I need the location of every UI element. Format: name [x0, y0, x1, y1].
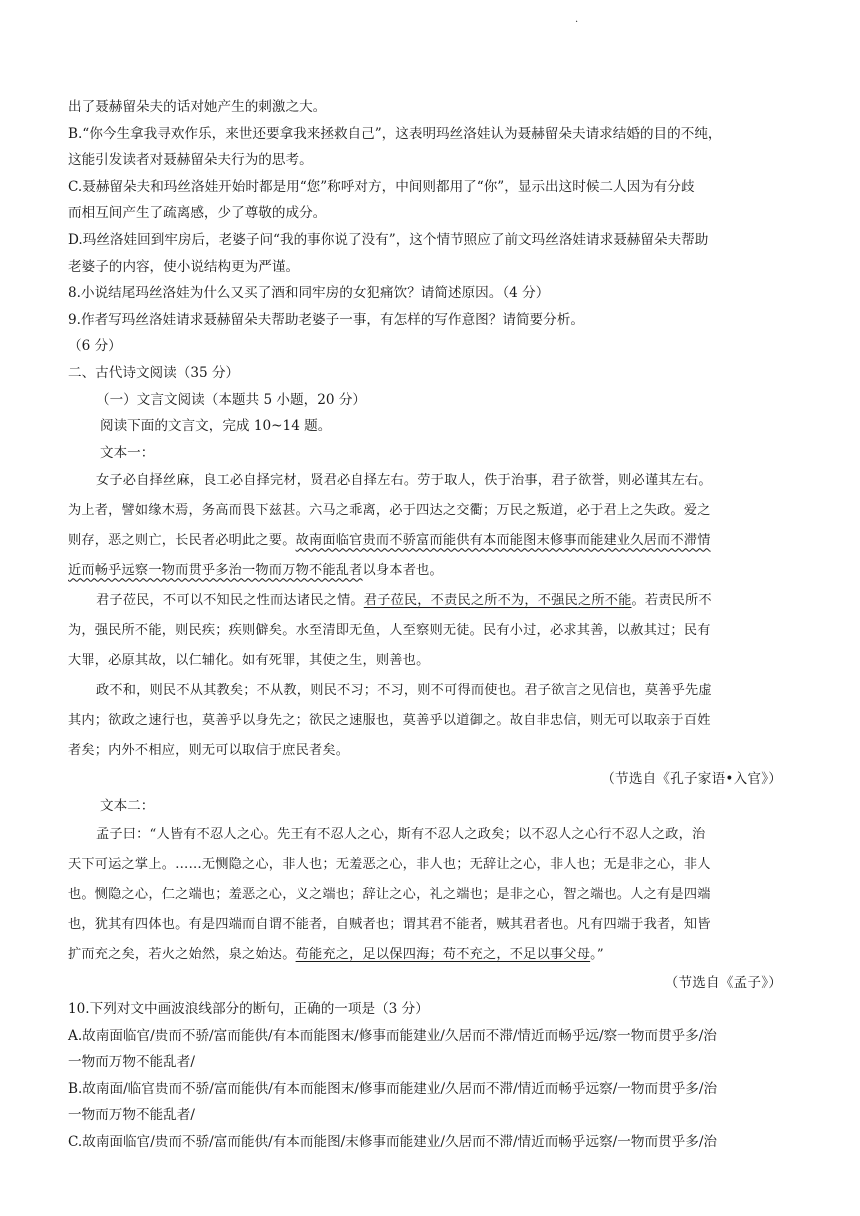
text1-p2-line1: [68, 586, 792, 616]
text2-p1-line3: 也。恻隐之心，仁之端也；羞恶之心，义之端也；辞让之心，礼之端也；是非之心，智之端也。人之有是四端: [68, 886, 711, 902]
question-10-stem: 10.下列对文中画波浪线部分的断句，正确的一项是（3 分）: [68, 1001, 429, 1018]
q7-option-d-line1: D.玛丝洛娃回到牢房后，老婆子问“我的事你说了没有”，这个情节照应了前文玛丝洛娃请求聂赫留朵夫帮助: [68, 231, 709, 248]
q7-option-b-line2: 这能引发读者对聂赫留朵夫行为的思考。: [68, 152, 313, 169]
q10-option-b-line1: B.故南面/临官贵而不骄/富而能供/有本而能图末/修事而能建业/久居而不滞/情近而畅乎远察/一物而贯乎多/治: [68, 1080, 718, 1097]
wavy-underlined-passage-part1: 故南面临官贵而不骄富而能供有本而能图末修事而能建业久居而不滞情: [295, 533, 711, 549]
underlined-sentence-2: 苟能充之，足以保四海；苟不充之，不足以事父母: [295, 946, 591, 962]
text1-p2-line1-plain: 君子莅民，不可以不知民之性而达诸民之情。: [96, 593, 364, 609]
q10-option-b-line2: 一物而万物不能乱者/: [68, 1107, 195, 1124]
text1-p3-line2: 其内；欲政之速行也，莫善乎以身先之；欲民之速服也，莫善乎以道御之。故自非忠信，则无可以取亲于百姓: [68, 713, 711, 729]
q7-option-a-tail: 出了聂赫留朵夫的话对她产生的刺激之大。: [68, 99, 327, 115]
header-dot: .: [575, 14, 579, 25]
section-2-title: 二、古代诗文阅读（35 分）: [68, 364, 240, 381]
text1-p3-line1: 政不和，则民不从其教矣；不从教，则民不习；不习，则不可得而使也。君子欲言之见信也，莫善乎先虚: [96, 683, 712, 699]
text1-p1-line3-plain: 则存，恶之则亡，长民者必明此之要。: [68, 533, 296, 549]
q7-option-c-line1: C.聂赫留朵夫和玛丝洛娃开始时都是用“您”称呼对方，中间则都用了“你”，显示出这时候二人因为有分歧: [68, 178, 695, 195]
q7-option-b-line1: B.“你今生拿我寻欢作乐，来世还要拿我来拯救自己”，这表明玛丝洛娃认为聂赫留朵夫请求结婚的目的不纯，: [68, 125, 722, 142]
underlined-sentence-1: 君子莅民，不责民之所不为，不强民之所不能: [363, 593, 632, 609]
q10-option-a-line2: 一物而万物不能乱者/: [68, 1054, 195, 1071]
text1-p2-line1-tail: 。若责民所不: [631, 593, 712, 609]
q7-option-c-line2: 而相互间产生了疏离感，少了尊敬的成分。: [68, 205, 327, 222]
text2-p1-line1: 孟子曰：“人皆有不忍人之心。先王有不忍人之心，斯有不忍人之政矣；以不忍人之心行不忍人之政，治: [96, 826, 706, 842]
wavy-underlined-passage-part2: 近而畅乎远察一物而贯乎多治一物而万物不能乱者: [68, 563, 363, 579]
text1-p1-line1: 女子必自择丝麻，良工必自择完材，贤君必自择左右。劳于取人，佚于治事，君子欲誉，则必谨其左右。: [96, 473, 712, 489]
question-10: [68, 996, 792, 1156]
text1-p2-line3: 大罪，必原其故，以仁辅化。如有死罪，其使之生，则善也。: [68, 653, 430, 669]
text1-p1-line2: 为上者，譬如缘木焉，务高而畏下兹甚。六马之乖离，必于四达之交衢；万民之叛道，必于君上之失政。爱之: [68, 503, 711, 519]
text1-body: [68, 466, 792, 793]
text2-p1-line2: 天下可运之掌上。……无恻隐之心，非人也；无羞恶之心，非人也；无辞让之心，非人也；无是非之心，非人: [68, 856, 711, 872]
text1-source: （节选自《孔子家语•入官》）: [601, 771, 782, 788]
text2-p1-line5-tail: 。”: [590, 946, 604, 962]
q10-option-c-line1: C.故南面临官/贵而不骄/富而能供/有本而能图/末修事而能建业/久居而不滞/情近而畅乎远察/一物而贯乎多/治: [68, 1134, 717, 1151]
question-8: 8.小说结尾玛丝洛娃为什么又买了酒和同牢房的女犯痛饮？请简述原因。（4 分）: [68, 285, 550, 302]
text2-p1-line5-plain: 扩而充之矣，若火之始然，泉之始达。: [68, 946, 296, 962]
text2-p1-line5: [68, 940, 792, 970]
text2-label: 文本二：: [100, 797, 155, 814]
q10-option-a-line1: A.故南面临官/贵而不骄/富而能供/有本而能图末/修事而能建业/久居而不滞/情近而畅乎远/察一物而贯乎多/治: [68, 1027, 717, 1044]
text2-body: [68, 820, 792, 997]
text1-p3-line3: 者矣；内外不相应，则无可以取信于庶民者矣。: [68, 743, 350, 759]
page-content: [68, 94, 792, 1156]
text1-label: 文本一：: [100, 444, 155, 461]
text2-source: （节选自《孟子》）: [664, 974, 782, 991]
question-9-line2: （6 分）: [68, 338, 122, 355]
subsection-1-title: （一）文言文阅读（本题共 5 小题，20 分）: [96, 391, 367, 408]
text1-p1-line4-plain: 以身本者也。: [362, 563, 443, 579]
text1-p1-line4: [68, 556, 792, 586]
text2-p1-line4: 也，犹其有四体也。有是四端而自谓不能者，自贼者也；谓其君不能者，贼其君者也。凡有四端于我者，知皆: [68, 916, 711, 932]
reading-instruction: 阅读下面的文言文，完成 10~14 题。: [100, 418, 332, 435]
q7-option-d-line2: 老婆子的内容，使小说结构更为严谨。: [68, 258, 300, 275]
text1-p2-line2: 为，强民所不能，则民疾；疾则僻矣。水至清即无鱼，人至察则无徒。民有小过，必求其善，以赦其过；民有: [68, 623, 711, 639]
question-9-line1: 9.作者写玛丝洛娃请求聂赫留朵夫帮助老婆子一事，有怎样的写作意图？请简要分析。: [68, 311, 584, 328]
text1-p1-line3: [68, 526, 792, 556]
